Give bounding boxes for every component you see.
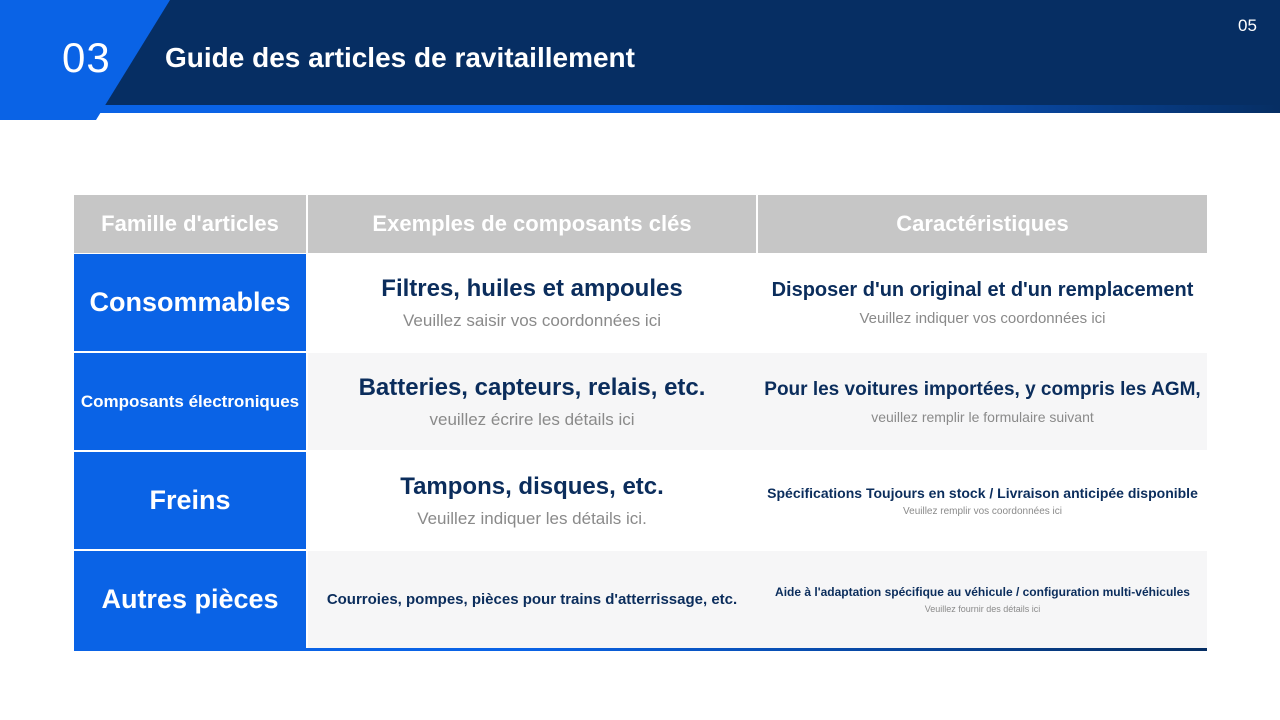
row-label-consumables: Consommables	[74, 254, 306, 351]
feature-note: Veuillez indiquer vos coordonnées ici	[859, 309, 1106, 327]
header-white-strip	[96, 113, 1280, 120]
page-number: 05	[1238, 16, 1257, 35]
example-cell	[308, 452, 756, 549]
row-label-electronics: Composants électroniques	[74, 353, 306, 450]
feature-note: Veuillez fournir des détails ici	[924, 604, 1041, 614]
header-accent-stripe	[0, 105, 1280, 113]
column-header-features: Caractéristiques	[758, 195, 1207, 253]
example-text: Tampons, disques, etc.	[400, 472, 664, 500]
slide-header	[0, 0, 1280, 120]
section-number: 03	[62, 34, 111, 81]
table-bottom-rule	[74, 648, 1207, 651]
feature-cell	[758, 452, 1207, 549]
example-text: Filtres, huiles et ampoules	[381, 274, 683, 302]
supply-items-table	[74, 195, 1207, 651]
feature-text: Pour les voitures importées, y compris les AGM,	[764, 378, 1201, 400]
row-label-brakes: Freins	[74, 452, 306, 549]
feature-cell	[758, 353, 1207, 450]
example-note: veuillez écrire les détails ici	[429, 409, 635, 429]
feature-text: Aide à l'adaptation spécifique au véhicule / configuration multi-véhicules	[775, 585, 1190, 599]
feature-note: Veuillez remplir vos coordonnées ici	[903, 505, 1062, 517]
feature-note: veuillez remplir le formulaire suivant	[871, 408, 1094, 425]
row-label-other-parts: Autres pièces	[74, 551, 306, 648]
column-header-family: Famille d'articles	[74, 195, 306, 253]
example-cell	[308, 551, 756, 648]
example-cell	[308, 254, 756, 351]
feature-cell	[758, 551, 1207, 648]
example-text: Batteries, capteurs, relais, etc.	[358, 373, 706, 401]
example-cell	[308, 353, 756, 450]
feature-text: Disposer d'un original et d'un remplacement	[771, 278, 1194, 301]
example-text: Courroies, pompes, pièces pour trains d'atterrissage, etc.	[326, 591, 738, 608]
feature-cell	[758, 254, 1207, 351]
column-header-examples: Exemples de composants clés	[308, 195, 756, 253]
page-title: Guide des articles de ravitaillement	[165, 42, 635, 73]
feature-text: Spécifications Toujours en stock / Livraison anticipée disponible	[767, 484, 1198, 501]
example-note: Veuillez indiquer les détails ici.	[417, 508, 647, 528]
example-note: Veuillez saisir vos coordonnées ici	[403, 310, 661, 330]
